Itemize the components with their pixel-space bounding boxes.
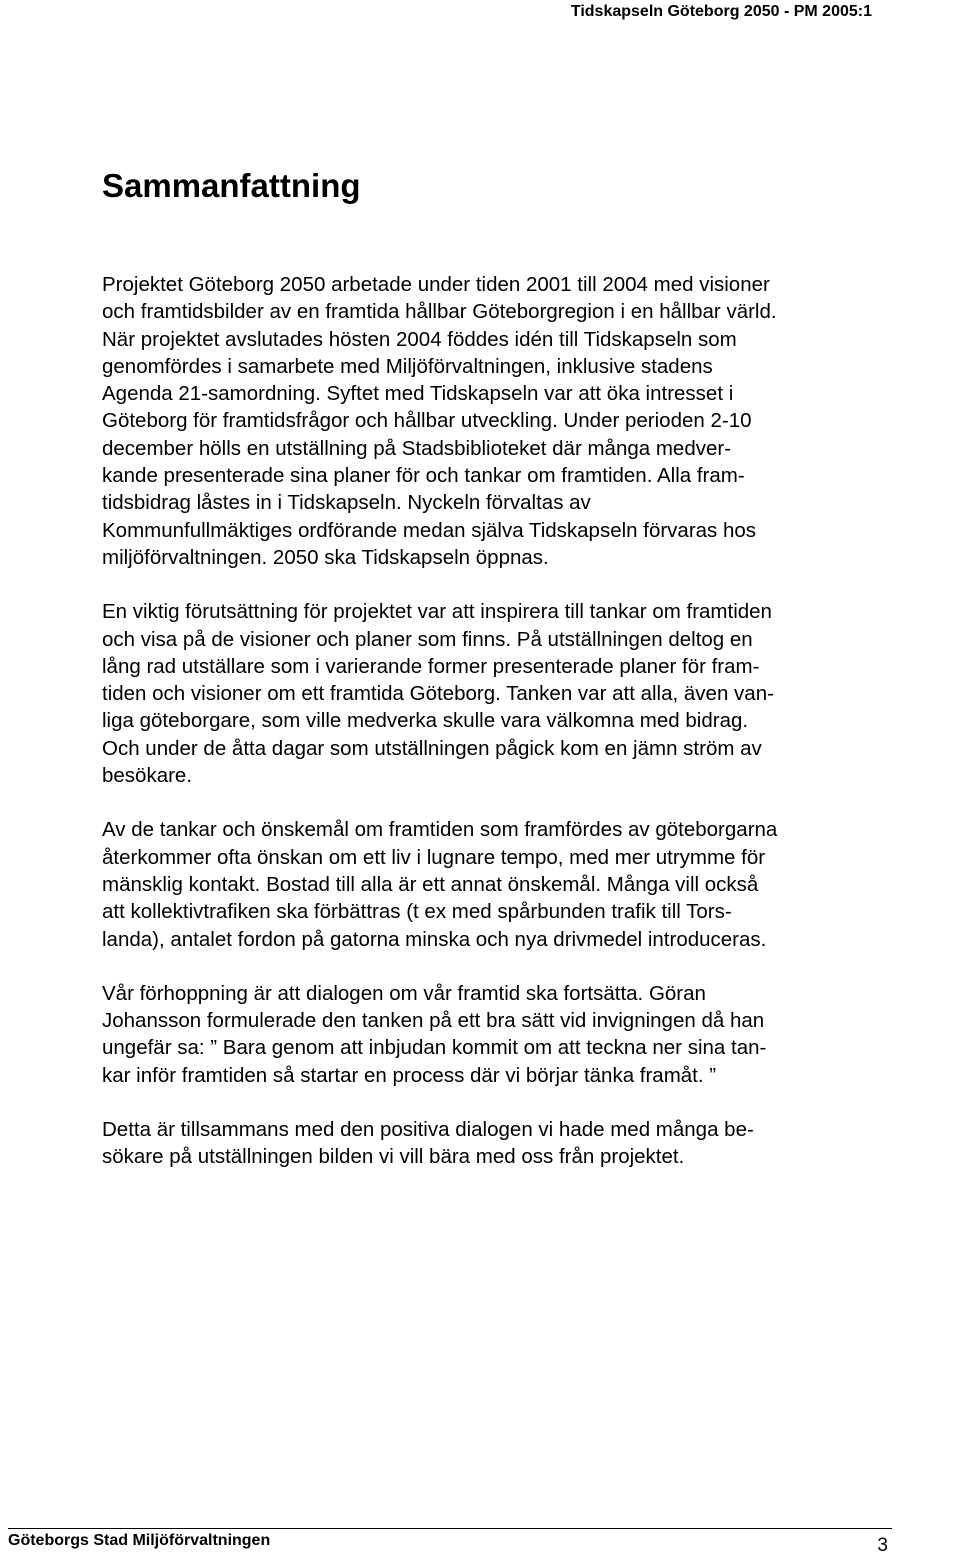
paragraph-1 — [102, 271, 882, 571]
text-line: Detta är tillsammans med den positiva dialogen vi hade med många be- — [102, 1118, 754, 1142]
text-line: tiden och visioner om ett framtida Göteborg. Tanken var att alla, även van- — [102, 682, 774, 706]
text-line: och framtidsbilder av en framtida hållbar Göteborgregion i en hållbar värld. — [102, 300, 777, 324]
text-line: Göteborg för framtidsfrågor och hållbar utveckling. Under perioden 2-10 — [102, 409, 752, 433]
text-line: kande presenterade sina planer för och tankar om framtiden. Alla fram- — [102, 464, 745, 488]
text-line: och visa på de visioner och planer som finns. På utställningen deltog en — [102, 627, 753, 651]
text-line: genomfördes i samarbete med Miljöförvaltningen, inklusive stadens — [102, 354, 713, 378]
text-line: att kollektivtrafiken ska förbättras (t ex med spårbunden trafik till Tors- — [102, 900, 732, 924]
paragraph-3 — [102, 816, 882, 952]
text-line: december hölls en utställning på Stadsbiblioteket där många medver- — [102, 436, 732, 460]
text-line: En viktig förutsättning för projektet var att inspirera till tankar om framtiden — [102, 600, 772, 624]
text-line: Agenda 21-samordning. Syftet med Tidskapseln var att öka intresset i — [102, 382, 734, 406]
text-line: Kommunfullmäktiges ordförande medan själva Tidskapseln förvaras hos — [102, 518, 757, 542]
text-line: liga göteborgare, som ville medverka skulle vara välkomna med bidrag. — [102, 709, 749, 733]
footer-organization: Göteborgs Stad Miljöförvaltningen — [8, 1532, 271, 1549]
running-header: Tidskapseln Göteborg 2050 - PM 2005:1 — [570, 3, 872, 20]
text-line: När projektet avslutades hösten 2004 föddes idén till Tidskapseln som — [102, 327, 737, 351]
page-title: Sammanfattning — [102, 167, 361, 204]
text-line: Av de tankar och önskemål om framtiden som framfördes av göteborgarna — [102, 818, 778, 842]
text-line: miljöförvaltningen. 2050 ska Tidskapseln öppnas. — [102, 545, 549, 569]
text-line: tidsbidrag låstes in i Tidskapseln. Nyckeln förvaltas av — [102, 491, 591, 515]
paragraph-4 — [102, 980, 882, 1089]
document-body — [102, 271, 882, 1171]
text-line: besökare. — [102, 764, 193, 788]
footer-divider — [8, 1528, 892, 1529]
text-line: kar inför framtiden så startar en process där vi börjar tänka framåt. ” — [102, 1063, 717, 1087]
text-line: mänsklig kontakt. Bostad till alla är ett annat önskemål. Många vill också — [102, 872, 759, 896]
text-line: landa), antalet fordon på gatorna minska och nya drivmedel introduceras. — [102, 927, 767, 951]
text-line: ungefär sa: ” Bara genom att inbjudan kommit om att teckna ner sina tan- — [102, 1036, 767, 1060]
text-line: Och under de åtta dagar som utställningen pågick kom en jämn ström av — [102, 736, 762, 760]
page-number: 3 — [877, 1535, 888, 1556]
text-line: Projektet Göteborg 2050 arbetade under tiden 2001 till 2004 med visioner — [102, 273, 770, 296]
text-line: Vår förhoppning är att dialogen om vår framtid ska fortsätta. Göran — [102, 981, 706, 1005]
text-line: sökare på utställningen bilden vi vill bära med oss från projektet. — [102, 1145, 685, 1169]
paragraph-5 — [102, 1116, 882, 1171]
paragraph-2 — [102, 598, 882, 789]
text-line: lång rad utställare som i varierande former presenterade planer för fram- — [102, 654, 760, 678]
text-line: återkommer ofta önskan om ett liv i lugnare tempo, med mer utrymme för — [102, 845, 766, 869]
text-line: Johansson formulerade den tanken på ett bra sätt vid invigningen då han — [102, 1009, 765, 1033]
